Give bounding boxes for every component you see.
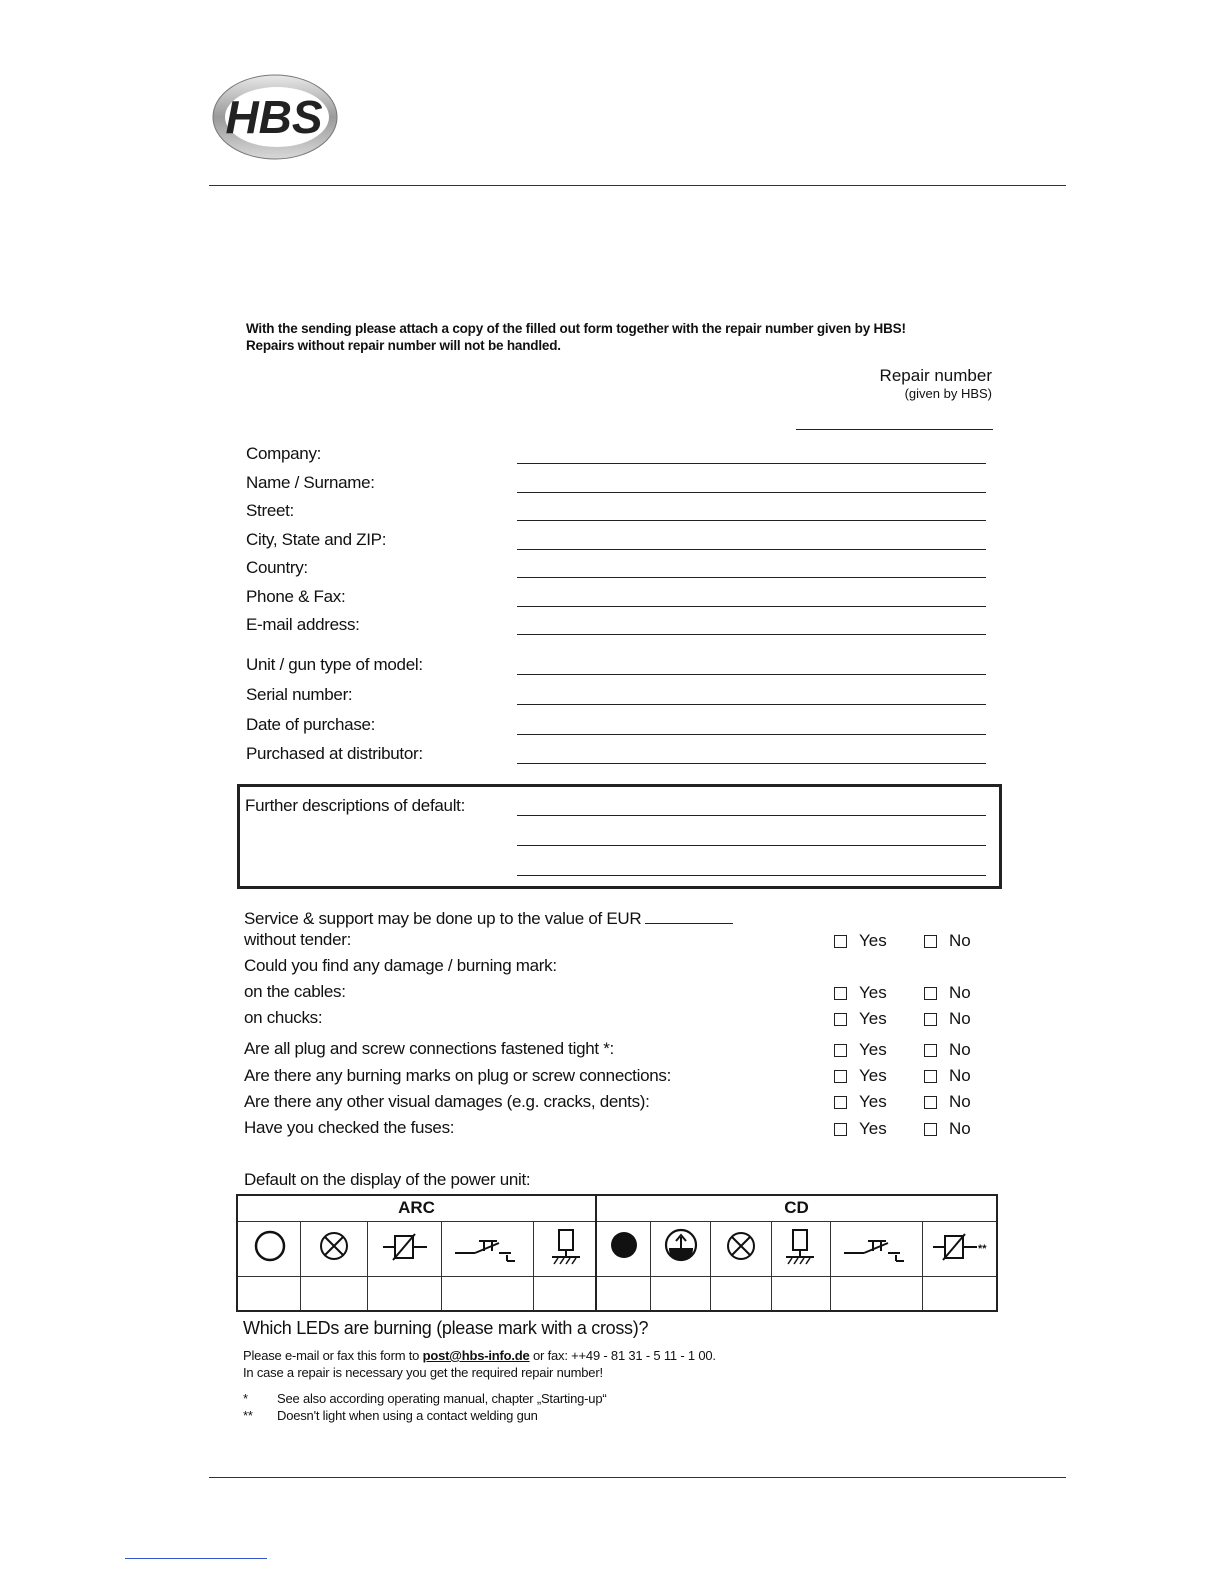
chucks-yes-option[interactable] bbox=[834, 1009, 887, 1029]
cd-label: CD bbox=[784, 1198, 809, 1217]
burning-marks-question: Are there any burning marks on plug or screw connections: bbox=[244, 1066, 672, 1085]
no-label: No bbox=[949, 1009, 971, 1028]
email-label: E-mail address: bbox=[246, 615, 360, 634]
yes-label: Yes bbox=[859, 1040, 887, 1059]
footnote-1 bbox=[243, 1391, 607, 1406]
ground-probe-icon bbox=[782, 1226, 818, 1270]
footer-rule bbox=[209, 1477, 1066, 1478]
display-heading: Default on the display of the power unit: bbox=[244, 1170, 531, 1189]
led-mark-cell[interactable] bbox=[772, 1277, 830, 1308]
plug-tight-no-option[interactable] bbox=[924, 1040, 971, 1060]
notice-line-2: Repairs without repair number will not be handled. bbox=[246, 338, 561, 353]
led-mark-cell[interactable] bbox=[238, 1277, 300, 1308]
display-panel bbox=[236, 1194, 998, 1312]
service-line-1: Service & support may be done up to the value of EUR bbox=[244, 909, 642, 928]
chucks-no-option[interactable] bbox=[924, 1009, 971, 1029]
description-line-1[interactable] bbox=[517, 815, 986, 816]
contact-line-2: In case a repair is necessary you get the required repair number! bbox=[243, 1365, 603, 1380]
checkbox[interactable] bbox=[834, 1013, 847, 1026]
unit-field[interactable] bbox=[517, 674, 986, 675]
panel-header-rule bbox=[238, 1221, 996, 1222]
leds-question: Which LEDs are burning (please mark with a cross)? bbox=[243, 1318, 649, 1338]
relay-coil-icon bbox=[931, 1227, 979, 1267]
visual-damage-no-option[interactable] bbox=[924, 1092, 971, 1112]
checkbox[interactable] bbox=[924, 1044, 937, 1057]
no-label: No bbox=[949, 1119, 971, 1138]
yes-label: Yes bbox=[859, 1119, 887, 1138]
contact-line-1 bbox=[243, 1348, 716, 1363]
filled-circle-icon bbox=[609, 1230, 639, 1260]
name-label: Name / Surname: bbox=[246, 473, 375, 492]
email-field[interactable] bbox=[517, 634, 986, 635]
fuses-question: Have you checked the fuses: bbox=[244, 1118, 455, 1137]
service-question bbox=[244, 909, 733, 929]
cables-question: on the cables: bbox=[244, 982, 346, 1001]
checkbox[interactable] bbox=[924, 935, 937, 948]
lamp-cross-icon bbox=[724, 1229, 758, 1263]
service-value-field[interactable] bbox=[645, 911, 733, 924]
serial-label: Serial number: bbox=[246, 685, 353, 704]
charge-indicator-icon bbox=[663, 1227, 699, 1263]
switch-contact-icon bbox=[453, 1227, 521, 1267]
checkbox[interactable] bbox=[834, 935, 847, 948]
hbs-logo bbox=[207, 70, 342, 165]
company-label: Company: bbox=[246, 444, 322, 463]
led-mark-cell[interactable] bbox=[651, 1277, 710, 1308]
visual-damage-yes-option[interactable] bbox=[834, 1092, 887, 1112]
chucks-question: on chucks: bbox=[244, 1008, 323, 1027]
checkbox[interactable] bbox=[924, 987, 937, 1000]
repair-number-field[interactable] bbox=[796, 429, 993, 430]
repair-number-title: Repair number bbox=[879, 366, 992, 385]
notice-line-1: With the sending please attach a copy of the filled out form together with the repair number given by HBS! bbox=[246, 321, 906, 336]
checkbox[interactable] bbox=[834, 1070, 847, 1083]
no-label: No bbox=[949, 983, 971, 1002]
country-field[interactable] bbox=[517, 577, 986, 578]
led-mark-cell[interactable] bbox=[368, 1277, 441, 1308]
checkbox[interactable] bbox=[834, 1123, 847, 1136]
company-field[interactable] bbox=[517, 463, 986, 464]
ground-probe-icon bbox=[548, 1226, 584, 1270]
no-label: No bbox=[949, 1040, 971, 1059]
lamp-cross-icon bbox=[317, 1229, 351, 1263]
service-line-2: without tender: bbox=[244, 930, 352, 949]
footnote-1-text: See also according operating manual, chapter „Starting-up“ bbox=[277, 1391, 607, 1406]
contact-prefix: Please e-mail or fax this form to bbox=[243, 1348, 420, 1363]
cables-yes-option[interactable] bbox=[834, 983, 887, 1003]
no-label: No bbox=[949, 1066, 971, 1085]
fuses-no-option[interactable] bbox=[924, 1119, 971, 1139]
relay-coil-icon bbox=[381, 1227, 429, 1267]
checkbox[interactable] bbox=[924, 1070, 937, 1083]
footer-link-rule bbox=[125, 1558, 267, 1559]
footnote-2-text: Doesn't light when using a contact welding gun bbox=[277, 1408, 538, 1423]
burning-marks-yes-option[interactable] bbox=[834, 1066, 887, 1086]
cables-no-option[interactable] bbox=[924, 983, 971, 1003]
led-mark-cell[interactable] bbox=[534, 1277, 594, 1308]
description-label: Further descriptions of default: bbox=[245, 796, 466, 815]
distributor-label: Purchased at distributor: bbox=[246, 744, 423, 763]
led-mark-cell[interactable] bbox=[831, 1277, 922, 1308]
damage-heading: Could you find any damage / burning mark: bbox=[244, 956, 557, 975]
led-mark-cell[interactable] bbox=[442, 1277, 533, 1308]
visual-damage-question: Are there any other visual damages (e.g. cracks, dents): bbox=[244, 1092, 650, 1111]
no-label: No bbox=[949, 931, 971, 950]
distributor-field[interactable] bbox=[517, 763, 986, 764]
yes-label: Yes bbox=[859, 1092, 887, 1111]
footnote-2-mark: ** bbox=[243, 1408, 253, 1423]
yes-label: Yes bbox=[859, 983, 887, 1002]
phone-field[interactable] bbox=[517, 606, 986, 607]
fuses-yes-option[interactable] bbox=[834, 1119, 887, 1139]
purchase-date-label: Date of purchase: bbox=[246, 715, 376, 734]
burning-marks-no-option[interactable] bbox=[924, 1066, 971, 1086]
repair-number-subtitle: (given by HBS) bbox=[904, 386, 992, 401]
service-no-option[interactable] bbox=[924, 931, 971, 951]
empty-circle-icon bbox=[252, 1228, 288, 1264]
checkbox[interactable] bbox=[924, 1013, 937, 1026]
checkbox[interactable] bbox=[834, 987, 847, 1000]
led-mark-cell[interactable] bbox=[923, 1277, 995, 1308]
street-field[interactable] bbox=[517, 520, 986, 521]
service-yes-option[interactable] bbox=[834, 931, 887, 951]
contact-suffix: or fax: ++49 - 81 31 - 5 11 - 1 00. bbox=[533, 1348, 716, 1363]
notice bbox=[246, 320, 906, 354]
phone-label: Phone & Fax: bbox=[246, 587, 346, 606]
yes-label: Yes bbox=[859, 1066, 887, 1085]
country-label: Country: bbox=[246, 558, 308, 577]
header-rule bbox=[209, 185, 1066, 186]
city-field[interactable] bbox=[517, 549, 986, 550]
unit-label: Unit / gun type of model: bbox=[246, 655, 423, 674]
checkbox[interactable] bbox=[924, 1096, 937, 1109]
name-field[interactable] bbox=[517, 492, 986, 493]
led-mark-cell[interactable] bbox=[711, 1277, 771, 1308]
purchase-date-field[interactable] bbox=[517, 734, 986, 735]
yes-label: Yes bbox=[859, 931, 887, 950]
description-line-2[interactable] bbox=[517, 845, 986, 846]
switch-contact-icon bbox=[842, 1227, 910, 1267]
plug-tight-yes-option[interactable] bbox=[834, 1040, 887, 1060]
led-mark-cell[interactable] bbox=[597, 1277, 650, 1308]
logo-text: HBS bbox=[225, 91, 323, 143]
no-label: No bbox=[949, 1092, 971, 1111]
double-star-note: ** bbox=[978, 1243, 987, 1255]
description-line-3[interactable] bbox=[517, 875, 986, 876]
checkbox[interactable] bbox=[924, 1123, 937, 1136]
street-label: Street: bbox=[246, 501, 294, 520]
serial-field[interactable] bbox=[517, 704, 986, 705]
plug-tight-question: Are all plug and screw connections fastened tight *: bbox=[244, 1039, 614, 1058]
footnote-2 bbox=[243, 1408, 538, 1423]
checkbox[interactable] bbox=[834, 1044, 847, 1057]
city-label: City, State and ZIP: bbox=[246, 530, 387, 549]
led-mark-cell[interactable] bbox=[301, 1277, 367, 1308]
arc-label: ARC bbox=[398, 1198, 435, 1217]
checkbox[interactable] bbox=[834, 1096, 847, 1109]
yes-label: Yes bbox=[859, 1009, 887, 1028]
contact-email-link[interactable]: post@hbs-info.de bbox=[422, 1348, 530, 1363]
footnote-1-mark: * bbox=[243, 1391, 248, 1406]
